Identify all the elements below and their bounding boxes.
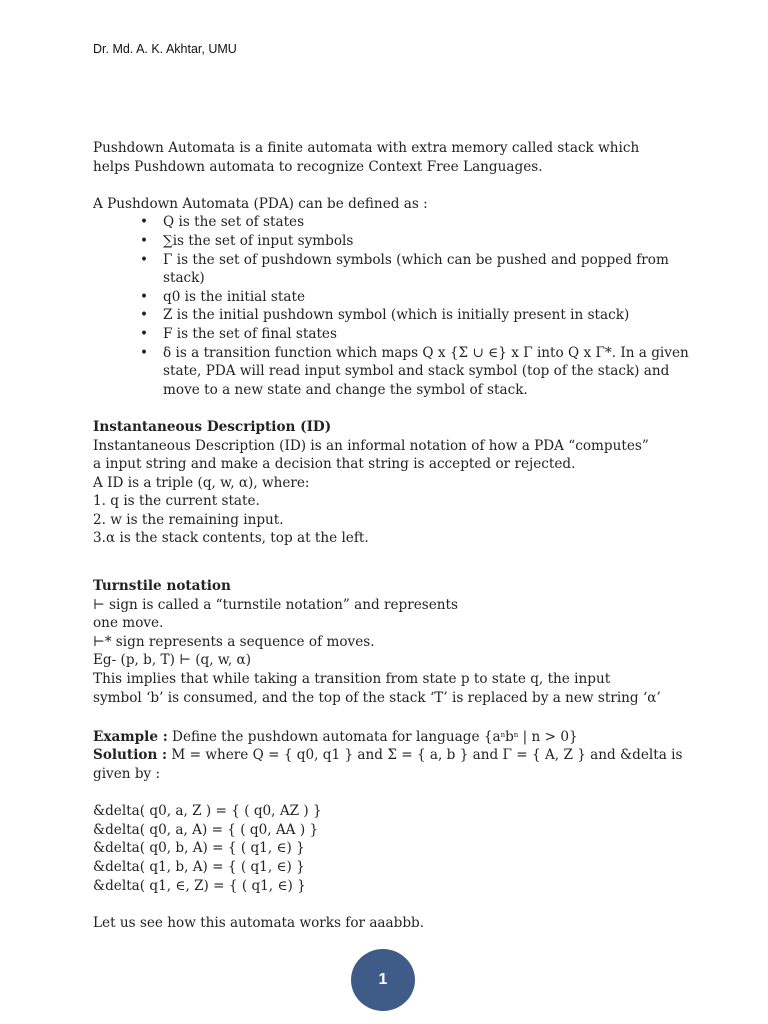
turnstile-heading: Turnstile notation xyxy=(93,578,231,595)
id-line-1: Instantaneous Description (ID) is an informal notation of how a PDA “computes” xyxy=(93,437,649,454)
solution-line: Solution : M = where Q = { q0, q1 } and Σ = { a, b } and Γ = { A, Z } and &delta is xyxy=(93,747,683,764)
id-line-4: 1. q is the current state. xyxy=(93,493,260,510)
definition-item: • δ is a transition function which maps Q x {Σ ∪ ∈} x Γ into Q x Γ*. In a given state, PDA will read input symbol and stack symbol (top of the stack) and move to a new state and change the symbol of stack. xyxy=(163,344,693,400)
definition-item: • Γ is the set of pushdown symbols (which can be pushed and popped from stack) xyxy=(163,251,693,288)
definition-item: • Q is the set of states xyxy=(163,213,693,232)
solution-continuation: given by : xyxy=(93,766,161,782)
definition-item: • q0 is the initial state xyxy=(163,288,693,307)
turnstile-line-4: Eg- (p, b, T) ⊢ (q, w, α) xyxy=(93,652,252,669)
page-header-author: Dr. Md. A. K. Akhtar, UMU xyxy=(93,42,237,56)
closing-line: Let us see how this automata works for aaabbb. xyxy=(93,914,425,931)
turnstile-line-3: ⊢* sign represents a sequence of moves. xyxy=(93,633,375,650)
definition-list xyxy=(93,213,693,399)
id-line-2: a input string and make a decision that string is accepted or rejected. xyxy=(93,456,576,473)
transition-rule: &delta( q0, b, A) = { ( q1, ∈) } xyxy=(93,840,305,857)
definition-item: • F is the set of final states xyxy=(163,325,693,344)
example-line: Example : Define the pushdown automata for language {$a^nb^n$ | n > 0} xyxy=(93,728,578,745)
turnstile-line-5: This implies that while taking a transition from state p to state q, the input xyxy=(93,671,611,688)
transition-rule: &delta( q0, a, Z ) = { ( q0, AZ ) } xyxy=(93,803,322,820)
turnstile-line-2: one move. xyxy=(93,615,164,632)
definition-lead: A Pushdown Automata (PDA) can be defined as : xyxy=(93,195,428,212)
definition-item: • Z is the initial pushdown symbol (which is initially present in stack) xyxy=(163,306,693,325)
turnstile-line-6: symbol ‘b’ is consumed, and the top of the stack ‘T’ is replaced by a new string ‘α’ xyxy=(93,689,661,706)
id-line-6: 3.α is the stack contents, top at the left. xyxy=(93,530,369,547)
document-body xyxy=(93,139,693,932)
transition-rule: &delta( q1, ∈, Z) = { ( q1, ∈) } xyxy=(93,877,306,894)
id-line-5: 2. w is the remaining input. xyxy=(93,511,284,528)
turnstile-line-1: ⊢ sign is called a “turnstile notation” and represents xyxy=(93,596,458,613)
intro-line-1: Pushdown Automata is a finite automata with extra memory called stack which xyxy=(93,140,640,156)
id-heading: Instantaneous Description (ID) xyxy=(93,418,332,435)
definition-item: • ∑is the set of input symbols xyxy=(163,232,693,251)
intro-line-2: helps Pushdown automata to recognize Context Free Languages. xyxy=(93,158,543,175)
transition-rule: &delta( q0, a, A) = { ( q0, AA ) } xyxy=(93,821,319,838)
id-line-3: A ID is a triple (q, w, α), where: xyxy=(93,474,310,491)
transition-rule: &delta( q1, b, A) = { ( q1, ∈) } xyxy=(93,858,305,875)
page-number-badge: 1 xyxy=(351,949,415,1011)
